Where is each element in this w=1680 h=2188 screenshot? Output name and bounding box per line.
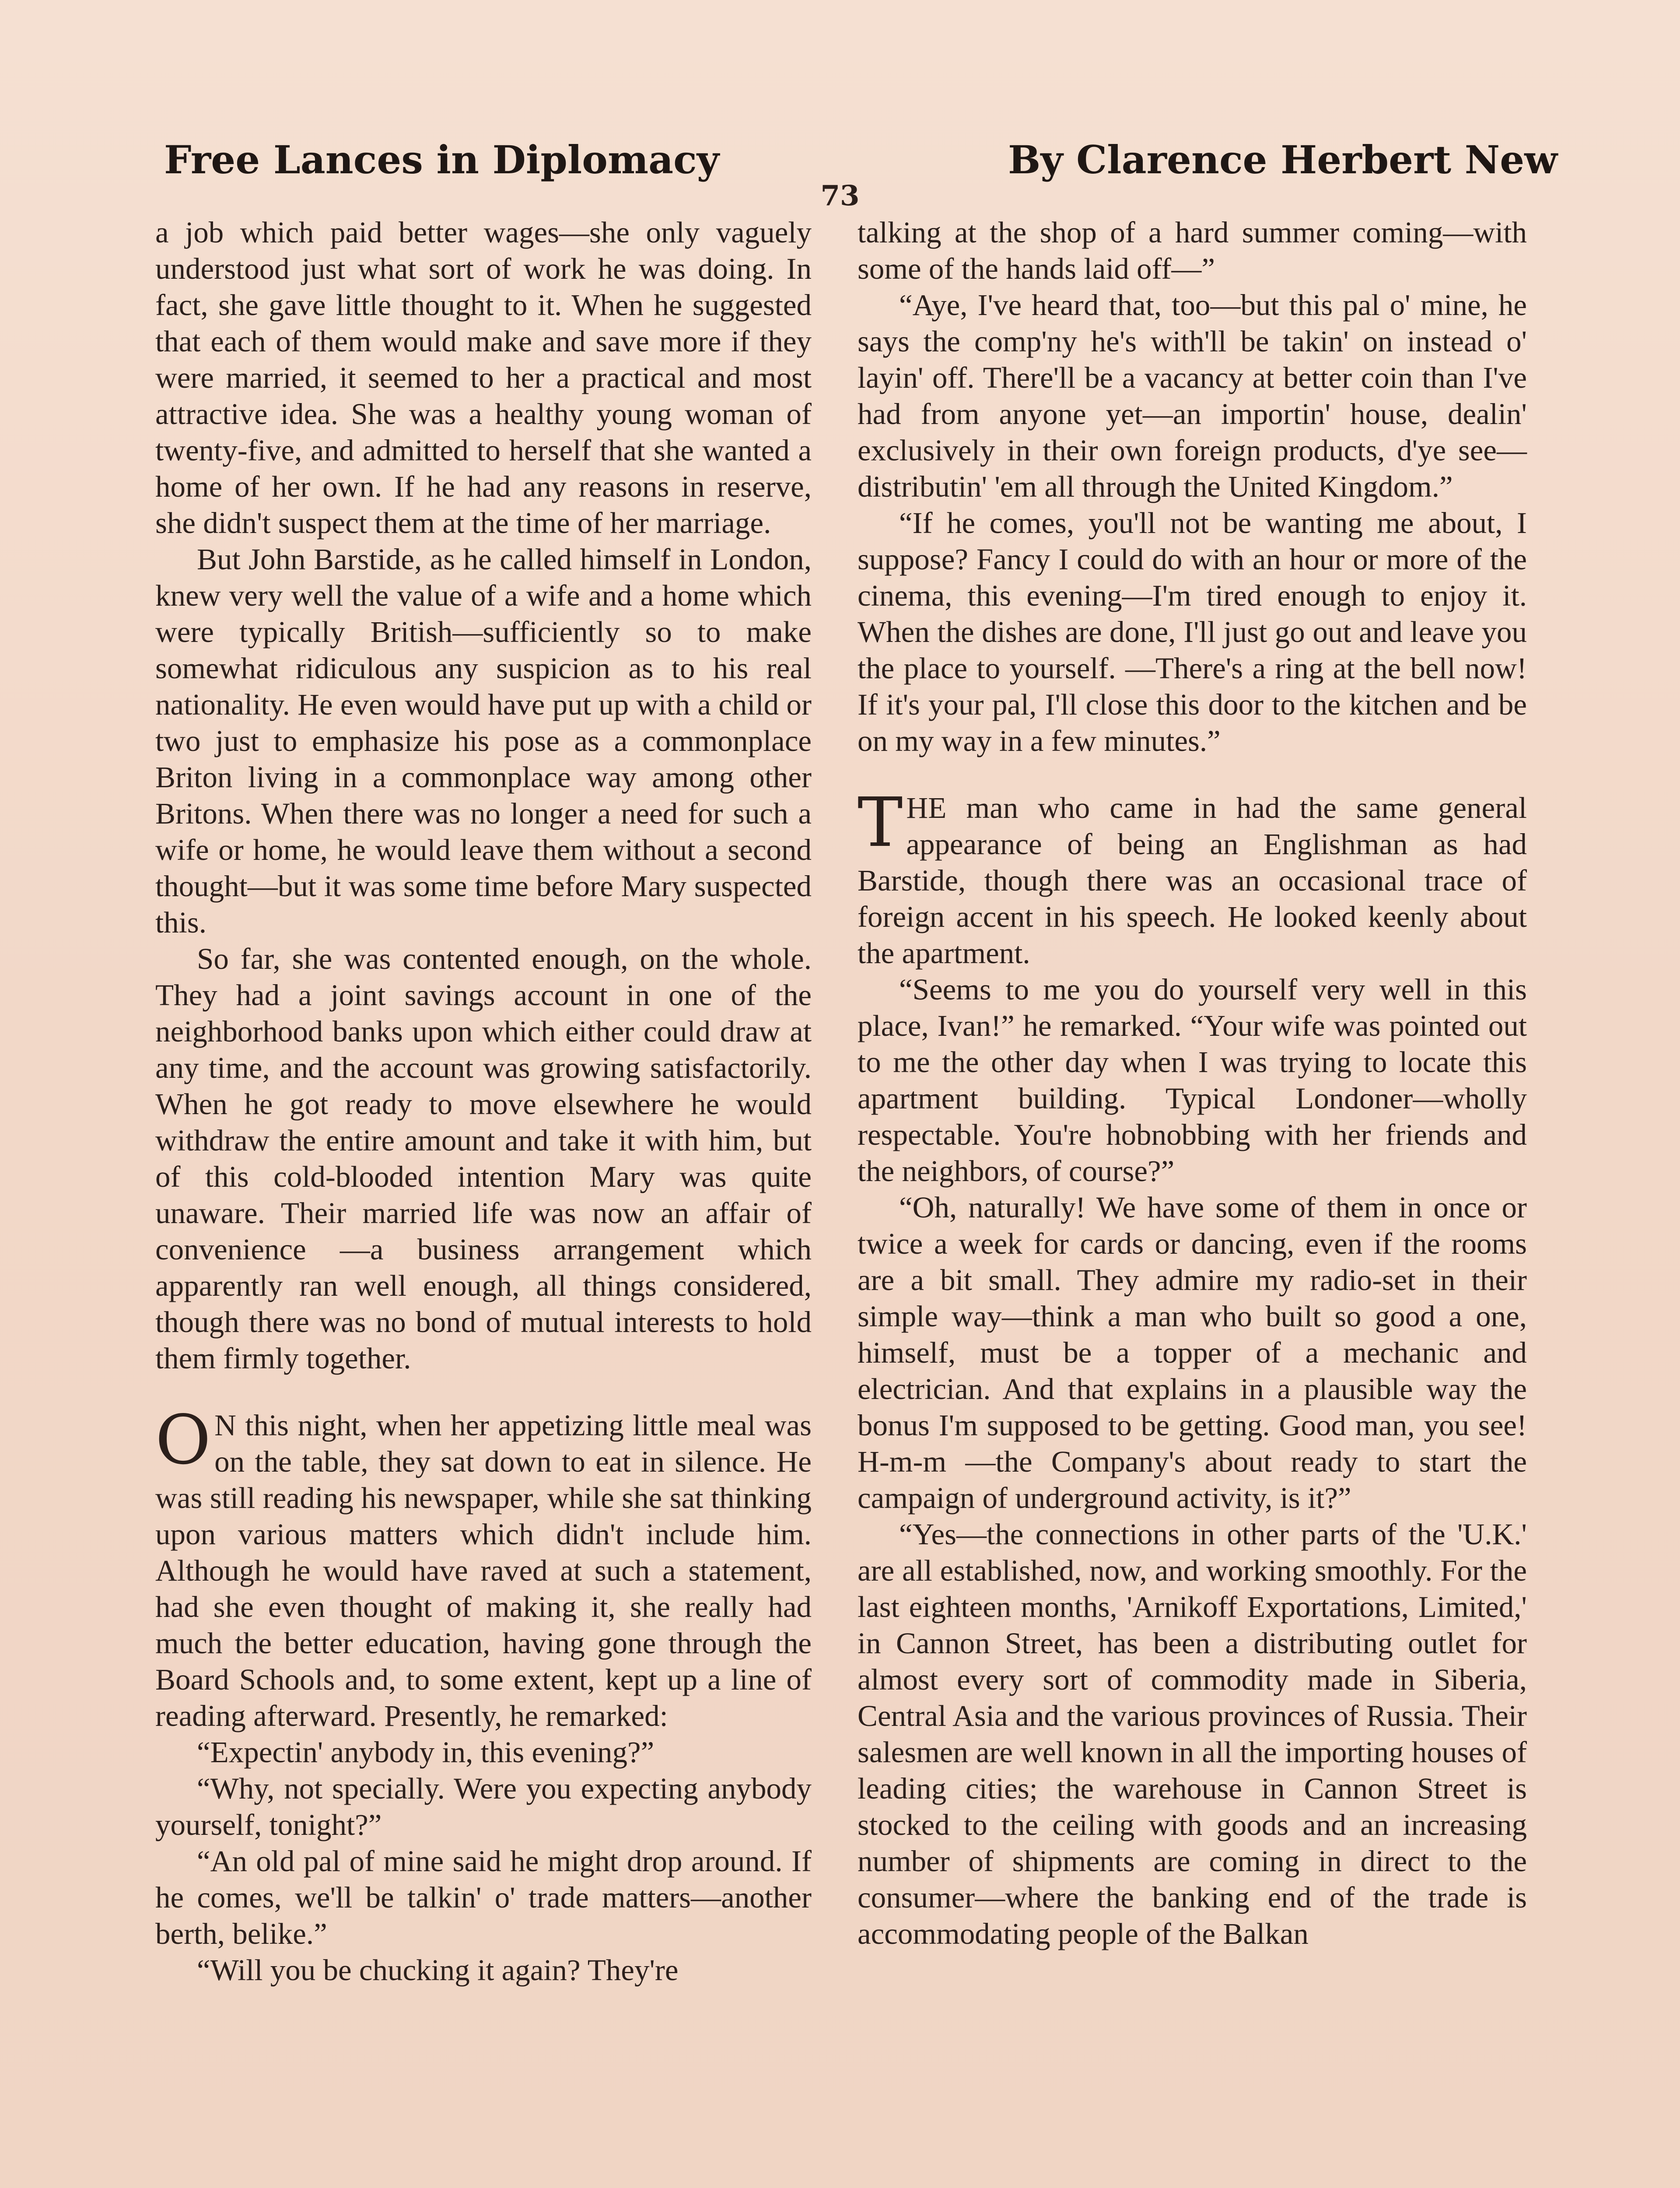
paragraph: “An old pal of mine said he might drop around. If he comes, we'll be talkin' o' trade matters—another berth, belike.” (155, 1844, 812, 1950)
paragraph: So far, she was contented enough, on the whole. They had a joint savings account in one of the neighborhood banks upon which either could draw at any time, and the account was growing satisfactorily. When he got ready to move elsewhere he would withdraw the entire amount and take it with him, but of this cold-blooded intention Mary was quite unaware. Their married life was now an affair of convenience —a business arrangement which apparently ran well enough, all things considered, though there was no bond of mutual interests to hold them firmly together. (155, 942, 812, 1375)
paragraph-text: HE man who came in had the same general appearance of being an Englishman as had Barstide, though there was an occasional trace of foreign accent in his speech. He looked keenly about the apartment. (858, 791, 1527, 970)
paragraph: “Why, not specially. Were you expecting anybody yourself, tonight?” (155, 1772, 812, 1841)
paragraph: But John Barstide, as he called himself in London, knew very well the value of a wife and a home which were typically British—sufficiently so to make somewhat ridiculous any suspicion as to his real nationality. He even would have put up with a child or two just to emphasize his pose as a commonplace Briton living in a commonplace way among other Britons. When there was no longer a need for such a wife or home, he would leave them without a second thought—but it was some time before Mary suspected this. (155, 543, 812, 939)
paragraph: “Will you be chucking it again? They're (197, 1953, 679, 1987)
left-column (155, 214, 812, 1988)
author-byline: By Clarence Herbert New (1008, 137, 1558, 182)
paragraph: a job which paid better wages—she only vaguely understood just what sort of work he was doing. In fact, she gave little thought to it. When he suggested that each of them would make and save more if they were married, it seemed to her a practical and most attractive idea. She was a healthy young woman of twenty-five, and admitted to herself that she wanted a home of her own. If he had any reasons in reserve, she didn't suspect them at the time of her marriage. (155, 216, 812, 540)
right-column (858, 214, 1527, 1952)
paragraph: “Oh, naturally! We have some of them in once or twice a week for cards or dancing, even if the rooms are a bit small. They admire my radio-set in their simple way—think a man who built so good a one, himself, must be a topper of a mechanic and electrician. And that explains in a plausible way the bonus I'm supposed to be getting. Good man, you see! H-m-m —the Company's about ready to start the campaign of underground activity, is it?” (858, 1191, 1527, 1515)
drop-cap: O (155, 1400, 211, 1480)
paragraph-text: N this night, when her appetizing little meal was on the table, they sat down to eat in silence. He was still reading his newspaper, while she sat thinking upon various matters which didn't include him. Although he would have raved at such a statement, had she even thought of making it, she really had much the better education, having gone through the Board Schools and, to some extent, kept up a line of reading afterward. Presently, he remarked: (155, 1409, 812, 1732)
drop-cap: T (858, 783, 903, 862)
story-title: Free Lances in Diplomacy (164, 137, 719, 182)
paragraph: “Yes—the connections in other parts of the 'U.K.' are all established, now, and working smoothly. For the last eighteen months, 'Arnikoff Exportations, Limited,' in Cannon Street, has been a distributing outlet for almost every sort of commodity made in Siberia, Central Asia and the various provinces of Russia. Their salesmen are well known in all the importing houses of leading cities; the warehouse in Cannon Street is stocked to the ceiling with goods and an increasing number of shipments are coming in direct to the consumer—where the banking end of the trade is accommodating people of the Balkan (858, 1518, 1527, 1950)
paragraph (858, 783, 1527, 971)
paragraph: “Aye, I've heard that, too—but this pal o' mine, he says the comp'ny he's with'll be takin' on instead o' layin' off. There'll be a vacancy at better coin than I've had from anyone yet—an importin' house, dealin' exclusively in their own foreign products, d'ye see—distributin' 'em all through the United Kingdom.” (858, 288, 1527, 503)
paragraph: “Seems to me you do yourself very well in this place, Ivan!” he remarked. “Your wife was pointed out to me the other day when I was trying to locate this apartment building. Typical Londoner—wholly respectable. You're hobnobbing with her friends and the neighbors, of course?” (858, 973, 1527, 1188)
paragraph (155, 1400, 812, 1734)
paragraph: “Expectin' anybody in, this evening?” (197, 1736, 654, 1769)
paragraph: “If he comes, you'll not be wanting me about, I suppose? Fancy I could do with an hour or more of the cinema, this evening—I'm tired enough to enjoy it. When the dishes are done, I'll just go out and leave you the place to yourself. —There's a ring at the bell now! If it's your pal, I'll close this door to the kitchen and be on my way in a few minutes.” (858, 506, 1527, 757)
page-number: 73 (820, 179, 860, 212)
section-break (858, 759, 1527, 790)
section-break (155, 1377, 812, 1407)
paragraph: talking at the shop of a hard summer coming—with some of the hands laid off—” (858, 216, 1527, 285)
